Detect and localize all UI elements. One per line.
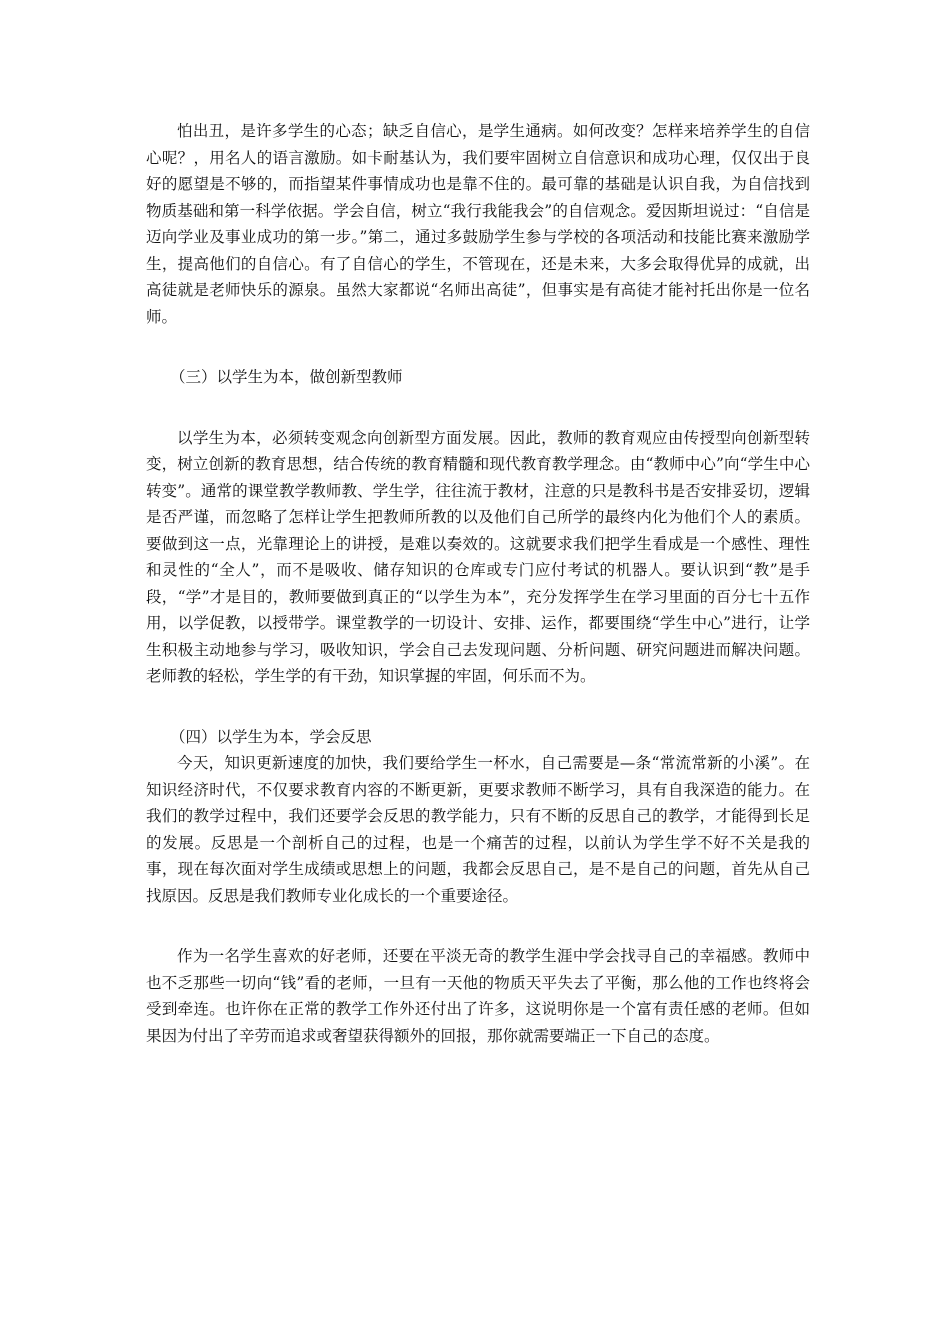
section-heading-reflection: （四）以学生为本，学会反思 [170,727,372,746]
paragraph-innovative-teacher: 以学生为本，必须转变观念向创新型方面发展。因此，教师的教育观应由传授型向创新型转变，树立创新的教育思想，结合传统的教育精髓和现代教育教学理念。由“教师中心”向“学生中心转变”。通常的课堂教学教师教、学生学，往往流于教材，注意的只是教科书是否安排妥切，逻辑是否严谨，而忽略了怎样让学生把教师所教的以及他们自己所学的最终内化为他们个人的素质。要做到这一点，光靠理论上的讲授，是难以奏效的。这就要求我们把学生看成是一个感性、理性和灵性的“全人”，而不是吸收、储存知识的仓库或专门应付考试的机器人。要认识到“教”是手段，“学”才是目的，教师要做到真正的“以学生为本”，充分发挥学生在学习里面的百分七十五作用，以学促教，以授带学。课堂教学的一切设计、安排、运作，都要围绕“学生中心”进行，让学生积极主动地参与学习，吸收知识，学会自己去发现问题、分析问题、研究问题进而解决问题。老师教的轻松，学生学的有干劲，知识掌握的牢固，何乐而不为。 [146,428,810,685]
paragraph-happiness: 作为一名学生喜欢的好老师，还要在平淡无奇的教学生涯中学会找寻自己的幸福感。教师中也不乏那些一切向“钱”看的老师，一旦有一天他的物质天平失去了平衡，那么他的工作也终将会受到牵连。也许你在正常的教学工作外还付出了许多，这说明你是一个富有责任感的老师。但如果因为付出了辛劳而追求或奢望获得额外的回报，那你就需要端正一下自己的态度。 [146,947,810,1045]
paragraph-reflection: 今天，知识更新速度的加快，我们要给学生一杯水，自己需要是—条“常流常新的小溪”。在知识经济时代，不仅要求教育内容的不断更新，更要求教师不断学习，具有自我深造的能力。在我们的教学过程中，我们还要学会反思的教学能力，只有不断的反思自己的教学，才能得到长足的发展。反思是一个剖析自己的过程，也是一个痛苦的过程，以前认为学生学不好不关是我的事，现在每次面对学生成绩或思想上的问题，我都会反思自己，是不是自己的问题，首先从自己找原因。反思是我们教师专业化成长的一个重要途径。 [146,754,810,905]
section-heading-innovative-teacher: （三）以学生为本，做创新型教师 [170,368,403,386]
document-body [146,118,810,1049]
paragraph-self-confidence: 怕出丑，是许多学生的心态；缺乏自信心，是学生通病。如何改变？怎样来培养学生的自信心呢？，用名人的语言激励。如卡耐基认为，我们要牢固树立自信意识和成功心理，仅仅出于良好的愿望是不够的，而指望某件事情成功也是靠不住的。最可靠的基础是认识自我，为自信找到物质基础和第一科学依据。学会自信，树立“我行我能我会”的自信观念。爱因斯坦说过：“自信是迈向学业及事业成功的第一步。”第二，通过多鼓励学生参与学校的各项活动和技能比赛来激励学生，提高他们的自信心。有了自信心的学生，不管现在，还是未来，大多会取得优异的成就，出高徒就是老师快乐的源泉。虽然大家都说“名师出高徒”，但事实是有高徒才能衬托出你是一位名师。 [146,122,810,326]
